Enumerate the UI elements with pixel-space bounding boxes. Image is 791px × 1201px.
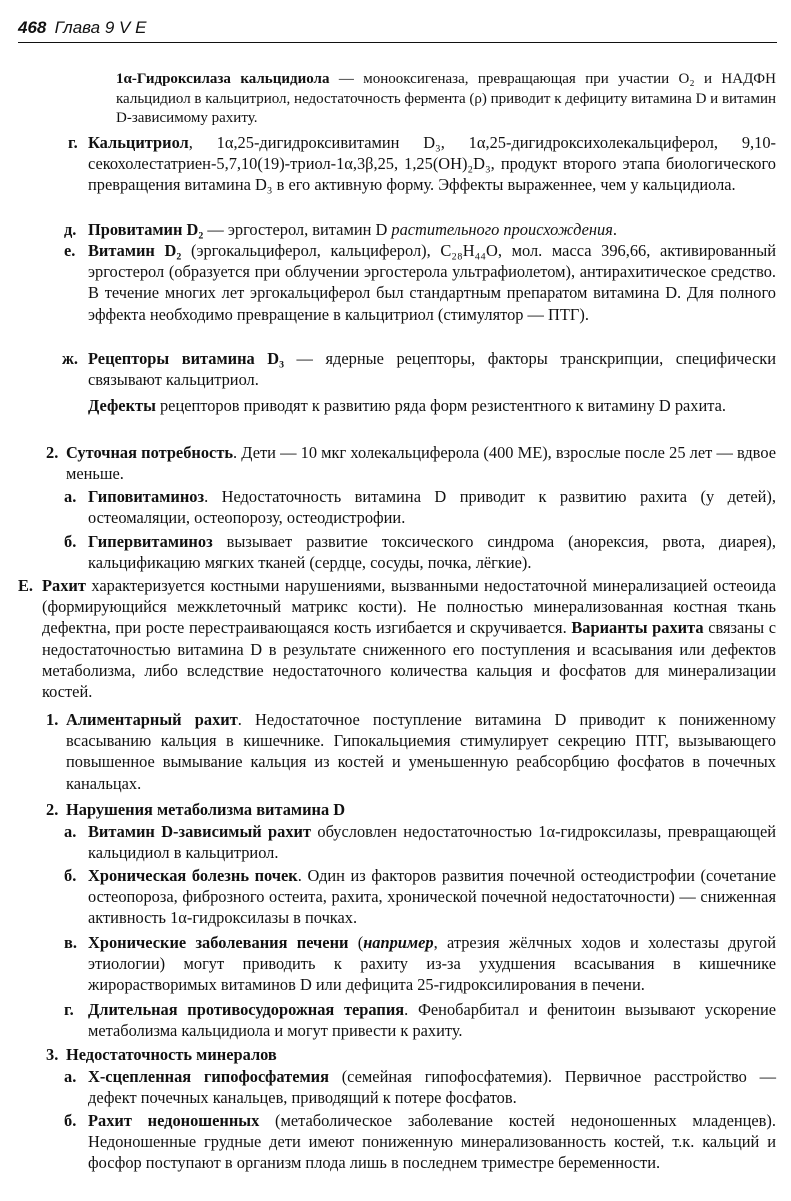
- item-marker: в.: [64, 933, 77, 952]
- chapter-label: Глава 9 V E: [54, 18, 147, 37]
- header-rule: [18, 42, 777, 43]
- item-marker: ж.: [62, 349, 78, 368]
- bold-term: Кальцитриол: [88, 133, 189, 152]
- bold-term: Провитамин D₂: [88, 220, 204, 239]
- item-marker: б.: [64, 866, 77, 885]
- item-marker: б.: [64, 532, 77, 551]
- italic-text: например: [363, 933, 434, 952]
- section-rickets: [42, 575, 776, 702]
- item-marker: Е.: [18, 576, 34, 595]
- body-text: (метаболическое заболевание костей недоношенных младенцев). Недоношенные грудные дети имеют пониженную минерализованность костей, т.к. кальций и фосфор поступают в организм плода лишь в последнем триместре беременности.: [88, 1111, 776, 1173]
- item-prematurity-rickets: [88, 1110, 776, 1174]
- item-marker: 1.: [46, 710, 59, 729]
- bold-term: Алиментарный рахит: [66, 710, 238, 729]
- body-text: характеризуется костными нарушениями, вызванными недостаточной минерализацией остеоида (формирующийся межклеточный матрикс кости). Не полностью минерализованная костная ткань дефектна, при росте перестраивающаяся кость изгибается и скручивается.: [42, 576, 776, 638]
- bold-term: Хронические заболевания печени: [88, 933, 349, 952]
- body-text: . Недостаточное поступление витамина D приводит к пониженному всасыванию кальция в кишечнике. Гипокальциемия стимулирует секрецию ПТГ, вызывающего повышенное вымывание кальция из костей и уменьшенную реабсорбцию фосфатов в почечных канальцах.: [66, 710, 776, 793]
- item-marker: 2.: [46, 800, 59, 819]
- item-anticonvulsant-therapy: [88, 999, 776, 1041]
- body-text: , 1α,25-дигидроксивитамин D₃, 1α,25-дигидроксихолекальциферол, 9,10-секохолестатриен-5,7,10(19)-триол-1α,3β,25, 1,25(OH)₂D₃, продукт второго этапа биологического превращения витамина D₃ в его активную форму. Эффекты выраженнее, чем у кальцидиола.: [88, 133, 776, 195]
- bold-term: Гиповитаминоз: [88, 487, 205, 506]
- body-text: — эргостерол, витамин D: [203, 220, 392, 239]
- item-chronic-kidney-disease: [88, 865, 776, 929]
- item-receptor-defects: [88, 395, 776, 416]
- body-text: обусловлен недостаточностью 1α-гидроксилазы, превращающей кальцидиол в кальцитриол.: [88, 822, 776, 863]
- note-1a-hydroxylase: [116, 70, 776, 129]
- body-text: . Недостаточность витамина D приводит к развитию рахита (у детей), остеомаляции, остеопорозу, остеодистрофии.: [88, 487, 776, 528]
- body-text: — монооксигеназа, превращающая при участии O₂ и НАДФН кальцидиол в кальцитриол, недостаточность фермента (ρ) приводит к дефициту витамина D и витамин D-зависимому рахиту.: [116, 71, 776, 126]
- bold-term: Рахит: [42, 576, 86, 595]
- body-text: .: [612, 220, 617, 239]
- body-text: вызывает развитие токсического синдрома (анорексия, рвота, диарея), кальцификацию мягких тканей (сердце, сосуды, почка, лёгкие).: [88, 532, 776, 573]
- item-marker: г.: [68, 133, 78, 152]
- body-text: (: [348, 933, 364, 952]
- item-daily-requirement: [66, 442, 776, 484]
- item-marker: а.: [64, 487, 77, 506]
- item-marker: а.: [64, 1067, 77, 1086]
- bold-term: Рецепторы витамина D₃: [88, 349, 285, 368]
- item-alimentary-rickets: [66, 709, 776, 794]
- item-marker: е.: [64, 241, 76, 260]
- bold-term: Рахит недоношенных: [88, 1111, 260, 1130]
- item-vitamin-d2: [88, 240, 776, 325]
- running-header: [18, 18, 146, 38]
- body-text: — ядерные рецепторы, факторы транскрипции, специфически связывают кальцитриол.: [88, 349, 776, 390]
- item-d-dependent-rickets: [88, 821, 776, 863]
- body-text: рецепторов приводят к развитию ряда форм резистентного к витамину D рахита.: [155, 396, 726, 415]
- bold-term: Витамин D₂: [88, 241, 182, 260]
- item-receptors: [88, 348, 776, 390]
- item-marker: д.: [64, 220, 77, 239]
- body-text: (эргокальциферол, кальциферол), C₂₈H₄₄O, мол. масса 396,66, активированный эргостерол (образуется при облучении эргостерола ультрафиолетом), антирахитическое средство. В течение многих лет эргокальциферол был стандартным препаратом витамина D. Для полного эффекта необходимо превращение в кальцитриол (стимулятор — ПТГ).: [88, 241, 776, 324]
- item-marker: г.: [64, 1000, 74, 1019]
- item-hypervitaminosis: [88, 531, 776, 573]
- item-marker: б.: [64, 1111, 77, 1130]
- bold-term: Витамин D-зависимый рахит: [88, 822, 312, 841]
- body-text: . Один из факторов развития почечной остеодистрофии (сочетание остеопороза, фиброзного остеита, рахита, хронической почечной недостаточности) — сниженная активность 1α-гидроксилазы в почках.: [88, 866, 776, 928]
- body-text: связаны с недостаточностью витамина D в результате сниженного его поступления и всасывания или дефектов метаболизма, либо вследствие недостаточного количества кальция и фосфатов для минерализации костей.: [42, 618, 777, 702]
- page-number: 468: [18, 18, 47, 37]
- body-text: (семейная гипофосфатемия). Первичное расстройство — дефект почечных канальцев, приводящий к потере фосфатов.: [88, 1067, 776, 1108]
- bold-term: Х-сцепленная гипофосфатемия: [88, 1067, 329, 1086]
- bold-term: Недостаточность минералов: [66, 1045, 277, 1064]
- bold-term: Варианты рахита: [571, 618, 704, 638]
- item-metabolism-disorders: [66, 799, 776, 820]
- item-mineral-deficiency: [66, 1044, 776, 1065]
- item-hypovitaminosis: [88, 486, 776, 528]
- bold-term: Дефекты: [88, 396, 156, 415]
- bold-term: Суточная потребность: [66, 443, 234, 462]
- item-x-linked-hypophosphatemia: [88, 1066, 776, 1108]
- item-calcitriol: [88, 132, 776, 196]
- body-text: , атрезия жёлчных ходов и холестазы другой этиологии) могут приводить к рахиту из-за ухудшения всасывания в кишечнике жирорастворимых витаминов D или дефицита 25-гидроксилирования в печени.: [88, 933, 776, 995]
- body-text: . Фенобарбитал и фенитоин вызывают ускорение метаболизма кальцидиола и могут привести к рахиту.: [88, 1000, 776, 1041]
- italic-text: растительного происхождения: [391, 220, 613, 239]
- bold-term: Хроническая болезнь почек: [88, 866, 298, 885]
- bold-term: Гипервитаминоз: [88, 532, 213, 551]
- item-marker: 3.: [46, 1045, 59, 1064]
- bold-term: 1α-Гидроксилаза кальцидиола: [116, 71, 330, 87]
- bold-term: Длительная противосудорожная терапия: [88, 1000, 405, 1019]
- item-chronic-liver-disease: [88, 932, 776, 996]
- item-marker: 2.: [46, 443, 59, 462]
- item-provitamin-d2: [88, 219, 776, 240]
- body-text: . Дети — 10 мкг холекальциферола (400 МЕ), взрослые после 25 лет — вдвое меньше.: [66, 443, 776, 484]
- item-marker: а.: [64, 822, 77, 841]
- bold-term: Нарушения метаболизма витамина D: [66, 800, 346, 819]
